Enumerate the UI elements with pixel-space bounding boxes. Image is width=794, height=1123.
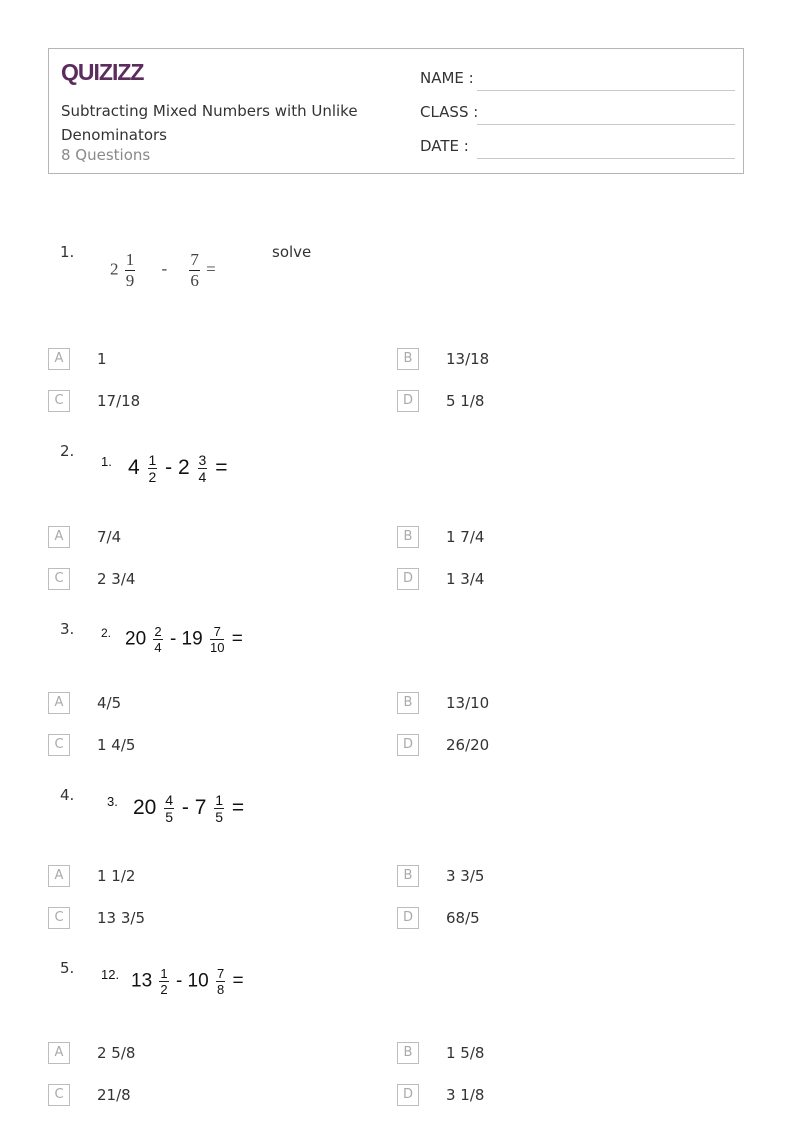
option-letter: C xyxy=(48,734,70,756)
whole-number: 7 xyxy=(194,796,207,820)
option-text: 13/10 xyxy=(446,694,490,712)
date-line[interactable] xyxy=(477,158,735,159)
option-letter: A xyxy=(48,526,70,548)
option-letter: B xyxy=(397,865,419,887)
option-text: 13 3/5 xyxy=(97,909,145,927)
question-1-expression xyxy=(110,250,216,291)
name-label: NAME : xyxy=(420,69,474,87)
option-text: 1 5/8 xyxy=(446,1044,485,1062)
option-text: 21/8 xyxy=(97,1086,131,1104)
worksheet-title: Subtracting Mixed Numbers with Unlike Denominators xyxy=(61,102,358,144)
option-letter: B xyxy=(397,692,419,714)
question-number: 1. xyxy=(60,243,75,261)
fraction: $\frac{2}{4}$ xyxy=(154,624,162,655)
whole-number: 10 xyxy=(187,970,209,992)
whole-number: 20 xyxy=(125,628,147,650)
fraction: $\frac{1}{2}$ xyxy=(148,452,157,485)
minus-sign: - xyxy=(175,970,183,992)
option-letter: D xyxy=(397,1084,419,1106)
fraction: $\frac{3}{4}$ xyxy=(198,452,207,485)
question-number: 3. xyxy=(60,620,75,638)
option-text: 1 4/5 xyxy=(97,736,136,754)
option-letter: B xyxy=(397,348,419,370)
fraction: $\frac{1}{5}$ xyxy=(215,792,224,825)
minus-sign: - xyxy=(181,796,189,820)
question-3-expression xyxy=(125,624,243,655)
whole-number: 2 xyxy=(110,259,119,279)
option-text: 1 7/4 xyxy=(446,528,485,546)
option-text: 1 3/4 xyxy=(446,570,485,588)
sub-label: 3. xyxy=(107,794,118,809)
sub-label: 1. xyxy=(101,454,112,469)
option-letter: D xyxy=(397,568,419,590)
fraction: $\frac{7}{10}$ xyxy=(209,624,225,655)
class-label: CLASS : xyxy=(420,103,479,121)
option-text: 2 3/4 xyxy=(97,570,136,588)
question-5-expression xyxy=(131,966,244,997)
class-field[interactable] xyxy=(420,103,735,125)
option-letter: B xyxy=(397,1042,419,1064)
fraction: $\frac{7}{6}$ xyxy=(190,250,199,290)
whole-number: 2 xyxy=(178,456,190,480)
date-field[interactable] xyxy=(420,137,735,159)
option-text: 1 xyxy=(97,350,107,368)
whole-number: 4 xyxy=(128,456,140,480)
whole-number: 20 xyxy=(133,796,157,820)
option-letter: C xyxy=(48,568,70,590)
option-letter: D xyxy=(397,390,419,412)
class-line[interactable] xyxy=(477,124,735,125)
equals-sign: = xyxy=(215,456,228,480)
quizizz-logo: QUIZIZZ xyxy=(61,59,144,85)
name-field[interactable] xyxy=(420,69,735,91)
option-letter: D xyxy=(397,734,419,756)
question-count: 8 Questions xyxy=(61,146,151,164)
option-text: 5 1/8 xyxy=(446,392,485,410)
option-text: 2 5/8 xyxy=(97,1044,136,1062)
question-number: 2. xyxy=(60,442,75,460)
option-text: 3 3/5 xyxy=(446,867,485,885)
option-text: 7/4 xyxy=(97,528,122,546)
minus-sign: - xyxy=(161,259,168,279)
equals-sign: = xyxy=(232,970,244,992)
name-line[interactable] xyxy=(477,90,735,91)
option-letter: C xyxy=(48,390,70,412)
question-2-expression xyxy=(128,452,227,485)
minus-sign: - xyxy=(169,628,177,650)
date-label: DATE : xyxy=(420,137,469,155)
fraction: $\frac{4}{5}$ xyxy=(165,792,173,825)
question-number: 5. xyxy=(60,959,75,977)
option-letter: C xyxy=(48,1084,70,1106)
equals-sign: = xyxy=(231,796,245,820)
option-text: 13/18 xyxy=(446,350,490,368)
option-letter: A xyxy=(48,1042,70,1064)
option-text: 4/5 xyxy=(97,694,122,712)
option-text: 26/20 xyxy=(446,736,490,754)
option-text: 17/18 xyxy=(97,392,141,410)
question-prompt: solve xyxy=(272,243,312,261)
option-letter: D xyxy=(397,907,419,929)
question-4-expression xyxy=(133,792,244,825)
option-letter: A xyxy=(48,348,70,370)
fraction: $\frac{1}{9}$ xyxy=(125,250,135,290)
option-letter: B xyxy=(397,526,419,548)
option-letter: A xyxy=(48,865,70,887)
option-letter: A xyxy=(48,692,70,714)
minus-sign: - xyxy=(165,456,173,480)
equals-sign: = xyxy=(206,259,216,279)
sub-label: 2. xyxy=(101,626,112,640)
fraction: $\frac{7}{8}$ xyxy=(216,966,225,997)
option-text: 68/5 xyxy=(446,909,480,927)
equals-sign: = xyxy=(231,628,243,650)
option-text: 3 1/8 xyxy=(446,1086,485,1104)
whole-number: 13 xyxy=(131,970,153,992)
fraction: $\frac{1}{2}$ xyxy=(160,966,168,997)
option-text: 1 1/2 xyxy=(97,867,136,885)
question-number: 4. xyxy=(60,786,75,804)
whole-number: 19 xyxy=(181,628,203,650)
worksheet-header xyxy=(48,48,744,174)
sub-label: 12. xyxy=(101,967,120,982)
option-letter: C xyxy=(48,907,70,929)
